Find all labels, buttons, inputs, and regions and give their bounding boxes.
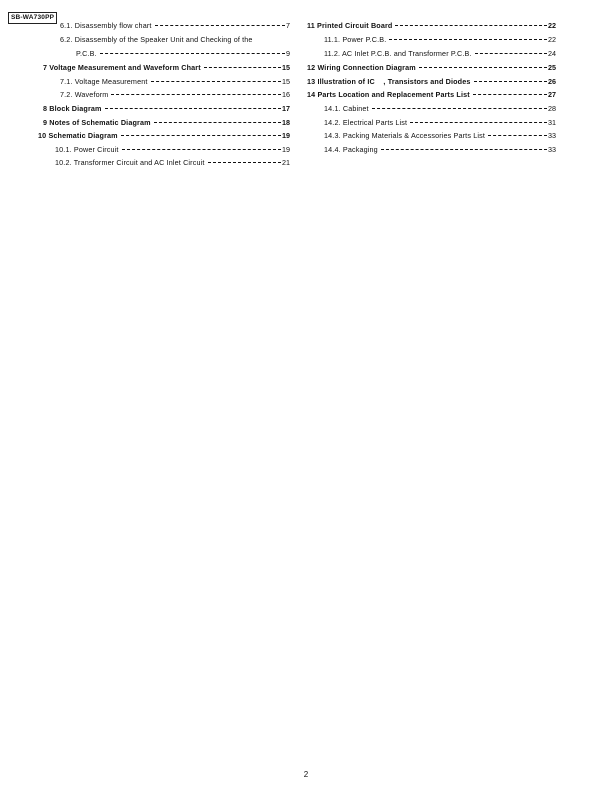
toc-entry-title: 6.2. Disassembly of the Speaker Unit and Checking of the xyxy=(60,35,253,44)
toc-entry-page: 9 xyxy=(286,49,290,58)
toc-leader-dots xyxy=(473,94,547,95)
toc-leader-dots xyxy=(151,81,281,82)
toc-entry-page: 18 xyxy=(282,118,290,127)
toc-entry-title: 9 Notes of Schematic Diagram xyxy=(43,118,151,127)
toc-entry[interactable] xyxy=(36,21,290,30)
toc-entry-continuation[interactable] xyxy=(36,49,290,58)
toc-entry[interactable] xyxy=(306,49,556,58)
toc-entry[interactable] xyxy=(36,131,290,140)
toc-entry-title: 14.4. Packaging xyxy=(324,145,378,154)
toc-entry-page: 28 xyxy=(548,104,556,113)
toc-entry-title: P.C.B. xyxy=(76,49,97,58)
toc-leader-dots xyxy=(389,39,547,40)
toc-leader-dots xyxy=(474,81,547,82)
toc-leader-dots xyxy=(372,108,547,109)
toc-entry[interactable] xyxy=(306,145,556,154)
toc-entry-page: 26 xyxy=(548,77,556,86)
toc-entry[interactable] xyxy=(36,158,290,167)
toc-entry-title: 11 Printed Circuit Board xyxy=(307,21,393,30)
toc-entry[interactable] xyxy=(306,63,556,72)
toc-entry-title: 14.1. Cabinet xyxy=(324,104,369,113)
toc-entry-page: 22 xyxy=(548,35,556,44)
toc-entry[interactable] xyxy=(306,90,556,99)
toc-entry-page: 24 xyxy=(548,49,556,58)
toc-entry-title: 7.1. Voltage Measurement xyxy=(60,77,148,86)
toc-entry-title: 7 Voltage Measurement and Waveform Chart xyxy=(43,63,201,72)
toc-entry-title: 13 Illustration of IC , Transistors and Diodes xyxy=(307,77,471,86)
toc-entry-page: 17 xyxy=(282,104,290,113)
toc-entry-title: 10.2. Transformer Circuit and AC Inlet Circuit xyxy=(55,158,205,167)
toc-entry-page: 27 xyxy=(548,90,556,99)
toc-entry-page: 15 xyxy=(282,77,290,86)
toc-entry-page: 7 xyxy=(286,21,290,30)
toc-leader-dots xyxy=(381,149,547,150)
toc-leader-dots xyxy=(100,53,285,54)
toc-leader-dots xyxy=(121,135,281,136)
toc-entry-title: 11.1. Power P.C.B. xyxy=(324,35,387,44)
toc-entry-title: 14 Parts Location and Replacement Parts List xyxy=(307,90,470,99)
toc-entry[interactable] xyxy=(306,118,556,127)
toc-leader-dots xyxy=(488,135,547,136)
toc-entry-title: 12 Wiring Connection Diagram xyxy=(307,63,416,72)
toc-entry-title: 10.1. Power Circuit xyxy=(55,145,119,154)
toc-entry-page: 22 xyxy=(548,21,556,30)
toc-entry-title: 6.1. Disassembly flow chart xyxy=(60,21,152,30)
toc-entry[interactable] xyxy=(306,35,556,44)
toc-entry[interactable] xyxy=(36,77,290,86)
toc-leader-dots xyxy=(155,25,285,26)
toc-entry-page: 33 xyxy=(548,145,556,154)
toc-leader-dots xyxy=(154,122,281,123)
toc-leader-dots xyxy=(410,122,547,123)
toc-entry[interactable] xyxy=(36,118,290,127)
toc-entry[interactable] xyxy=(306,21,556,30)
toc-leader-dots xyxy=(105,108,281,109)
model-number-label: SB-WA730PP xyxy=(8,12,57,24)
toc-leader-dots xyxy=(208,162,281,163)
toc-entry[interactable] xyxy=(36,63,290,72)
toc-entry[interactable] xyxy=(306,77,556,86)
toc-leader-dots xyxy=(111,94,281,95)
toc-entry[interactable] xyxy=(36,35,290,44)
toc-entry-title: 14.2. Electrical Parts List xyxy=(324,118,408,127)
toc-entry-page: 19 xyxy=(282,145,290,154)
toc-entry-page: 15 xyxy=(282,63,290,72)
toc-entry-page: 19 xyxy=(282,131,290,140)
toc-entry-title: 14.3. Packing Materials & Accessories Parts List xyxy=(324,131,485,140)
toc-entry-page: 33 xyxy=(548,131,556,140)
toc-entry-title: 11.2. AC Inlet P.C.B. and Transformer P.C.B. xyxy=(324,49,472,58)
page-number: 2 xyxy=(303,770,309,779)
toc-entry[interactable] xyxy=(36,145,290,154)
toc-leader-dots xyxy=(475,53,547,54)
toc-leader-dots xyxy=(419,67,547,68)
toc-entry[interactable] xyxy=(306,131,556,140)
toc-leader-dots xyxy=(395,25,547,26)
toc-entry-page: 16 xyxy=(282,90,290,99)
toc-entry-page: 25 xyxy=(548,63,556,72)
toc-entry-title: 7.2. Waveform xyxy=(60,90,109,99)
toc-entry-page: 21 xyxy=(282,158,290,167)
toc-entry-page: 31 xyxy=(548,118,556,127)
toc-entry[interactable] xyxy=(36,104,290,113)
toc-entry[interactable] xyxy=(36,90,290,99)
toc-entry[interactable] xyxy=(306,104,556,113)
toc-entry-title: 10 Schematic Diagram xyxy=(38,131,118,140)
toc-leader-dots xyxy=(204,67,281,68)
toc-leader-dots xyxy=(122,149,281,150)
toc-entry-title: 8 Block Diagram xyxy=(43,104,102,113)
